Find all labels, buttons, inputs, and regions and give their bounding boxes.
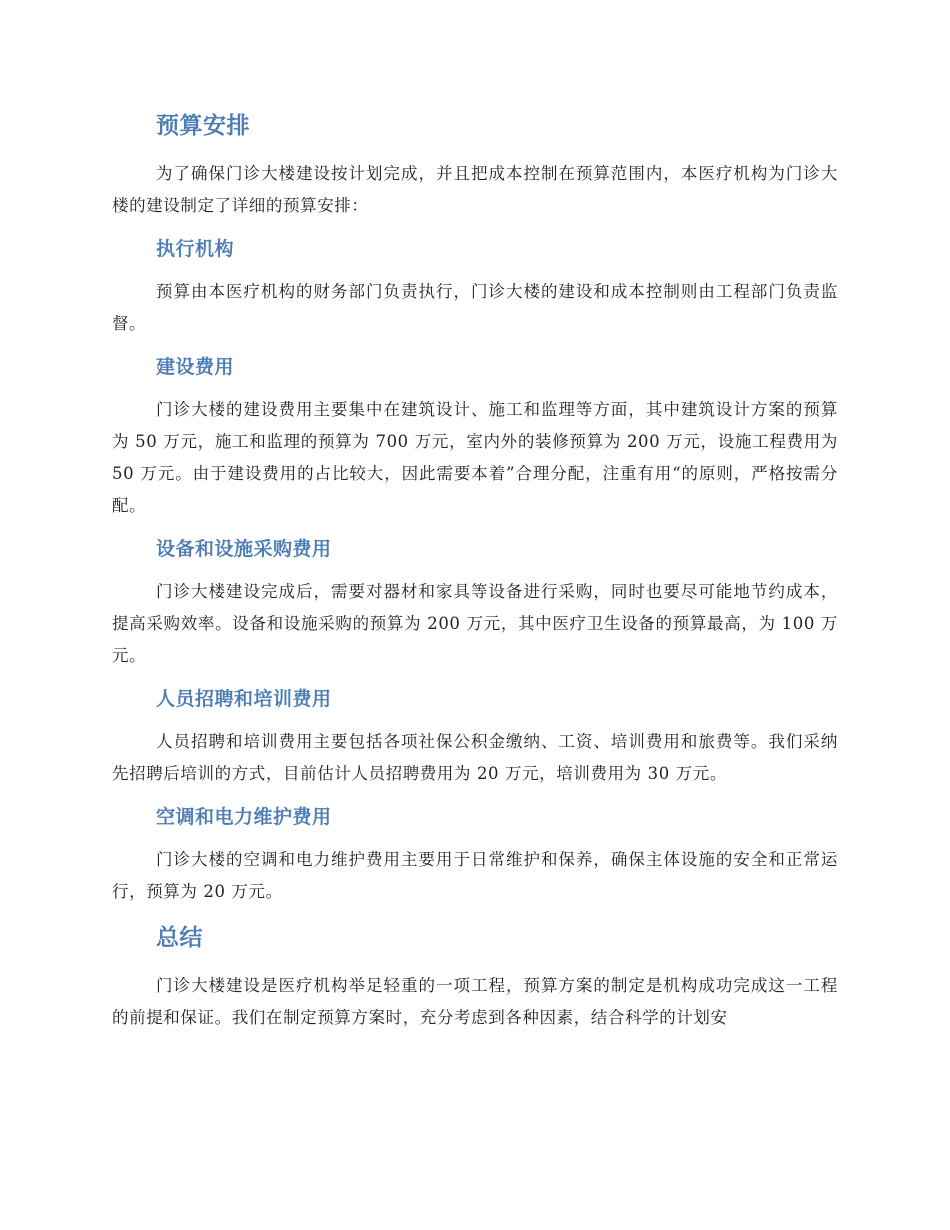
- document-content: [112, 108, 838, 1046]
- heading-executing-agency: 执行机构: [156, 238, 235, 260]
- heading-equipment-procurement: 设备和设施采购费用: [156, 538, 332, 560]
- paragraph-hvac-power-maintenance: 门诊大楼的空调和电力维护费用主要用于日常维护和保养，确保主体设施的安全和正常运行，预算为 20 万元。: [112, 850, 838, 901]
- heading-budget-arrangement: 预算安排: [156, 113, 250, 139]
- heading-hvac-power-maintenance: 空调和电力维护费用: [156, 806, 332, 828]
- paragraph-budget-arrangement: 为了确保门诊大楼建设按计划完成，并且把成本控制在预算范围内，本医疗机构为门诊大楼的建设制定了详细的预算安排：: [112, 164, 838, 215]
- paragraph-equipment-procurement: 门诊大楼建设完成后，需要对器材和家具等设备进行采购，同时也要尽可能地节约成本，提高采购效率。设备和设施采购的预算为 200 万元，其中医疗卫生设备的预算最高，为 100 万元。: [112, 582, 838, 665]
- paragraph-executing-agency: 预算由本医疗机构的财务部门负责执行，门诊大楼的建设和成本控制则由工程部门负责监督。: [112, 282, 838, 333]
- heading-summary: 总结: [156, 925, 203, 951]
- paragraph-summary: 门诊大楼建设是医疗机构举足轻重的一项工程，预算方案的制定是机构成功完成这一工程的前提和保证。我们在制定预算方案时，充分考虑到各种因素，结合科学的计划安: [112, 976, 838, 1027]
- heading-recruitment-training: 人员招聘和培训费用: [156, 688, 332, 710]
- paragraph-recruitment-training: 人员招聘和培训费用主要包括各项社保公积金缴纳、工资、培训费用和旅费等。我们采纳先招聘后培训的方式，目前估计人员招聘费用为 20 万元，培训费用为 30 万元。: [112, 732, 838, 783]
- paragraph-construction-cost: 门诊大楼的建设费用主要集中在建筑设计、施工和监理等方面，其中建筑设计方案的预算为 50 万元，施工和监理的预算为 700 万元，室内外的装修预算为 200 万元，设施工程费用为 50 万元。由于建设费用的占比较大，因此需要本着”合理分配，注重有用“的原则，严格按需分配。: [112, 400, 838, 515]
- heading-construction-cost: 建设费用: [156, 356, 235, 378]
